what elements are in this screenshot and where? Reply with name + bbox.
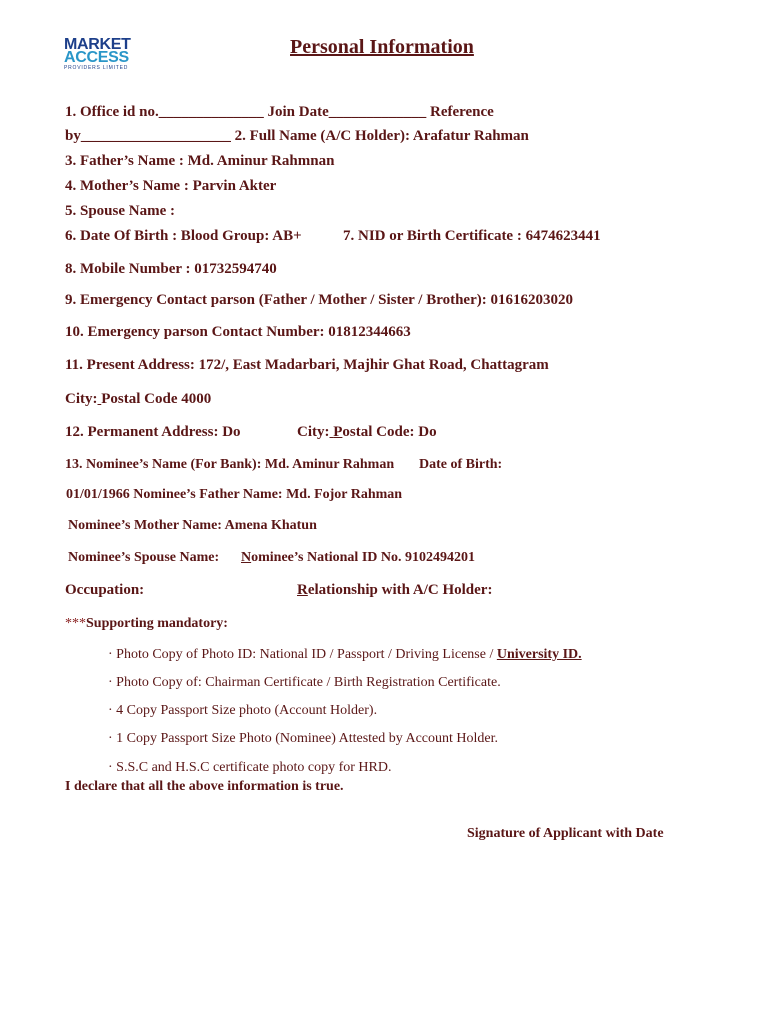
field-spouse-name: 5. Spouse Name : [65, 203, 176, 219]
field-nominee-mother: Nominee’s Mother Name: Amena Khatun [68, 518, 317, 533]
field-emergency-number: 10. Emergency parson Contact Number: 01812344663 [65, 324, 411, 340]
field-nominee-father: 01/01/1966 Nominee’s Father Name: Md. Fojor Rahman [66, 487, 403, 502]
logo-line-providers: PROVIDERS LIMITED [64, 65, 129, 71]
permanent-postal-rest: ostal Code: Do [342, 424, 437, 440]
field-mobile: 8. Mobile Number : 01732594740 [65, 261, 277, 277]
bullet-photo-id [108, 647, 582, 663]
field-full-name: by____________________ 2. Full Name (A/C Holder): Arafatur Rahman [65, 128, 529, 144]
field-permanent-address: 12. Permanent Address: Do [65, 424, 241, 440]
field-nominee-spouse: Nominee’s Spouse Name: [68, 550, 220, 565]
field-dob-blood-group: 6. Date Of Birth : Blood Group: AB+ [65, 228, 302, 244]
field-father-name: 3. Father’s Name : Md. Aminur Rahmnan [65, 153, 335, 169]
field-nominee-name: 13. Nominee’s Name (For Bank): Md. Aminur Rahman [65, 457, 395, 472]
supporting-stars: *** [65, 616, 86, 631]
declaration: I declare that all the above information is true. [65, 779, 344, 794]
field-emergency-contact: 9. Emergency Contact parson (Father / Mother / Sister / Brother): 01616203020 [65, 292, 573, 308]
field-nominee-nid [241, 550, 475, 566]
signature-label: Signature of Applicant with Date [467, 826, 664, 841]
supporting-heading [65, 616, 228, 632]
field-nominee-dob-label: Date of Birth: [419, 457, 503, 472]
field-permanent-city-postal [297, 424, 437, 441]
bullet-photo-id-text: · Photo Copy of Photo ID: National ID / Passport / Driving License / [108, 647, 497, 662]
bullet-nominee-photo: · 1 Copy Passport Size Photo (Nominee) Attested by Account Holder. [108, 731, 499, 746]
logo-line-access: ACCESS [64, 49, 129, 66]
bullet-ssc-hsc: · S.S.C and H.S.C certificate photo copy for HRD. [108, 760, 392, 775]
permanent-postal-p: P [333, 424, 343, 440]
university-id-link: University ID. [496, 647, 582, 662]
field-office-join-reference: 1. Office id no.______________ Join Date_____________ Reference [65, 104, 494, 120]
field-nid: 7. NID or Birth Certificate : 6474623441 [343, 228, 601, 244]
city-label: City: [65, 391, 98, 407]
permanent-city-label: City: [297, 424, 330, 440]
nominee-nid-rest: ominee’s National ID No. 9102494201 [251, 550, 475, 565]
field-occupation: Occupation: [65, 582, 145, 598]
nominee-nid-n: N [241, 550, 252, 565]
bullet-account-holder-photo: · 4 Copy Passport Size photo (Account Holder). [108, 703, 378, 718]
page-title: Personal Information [290, 36, 474, 58]
logo-line-market: MARKET [64, 36, 131, 53]
company-logo [64, 38, 158, 74]
postal-code: Postal Code 4000 [101, 391, 212, 407]
field-present-address: 11. Present Address: 172/, East Madarbari, Majhir Ghat Road, Chattagram [65, 357, 549, 373]
relationship-rest: elationship with A/C Holder: [307, 582, 493, 598]
field-city-postal [65, 391, 211, 408]
field-relationship [297, 582, 492, 599]
relationship-r: R [297, 582, 308, 598]
supporting-label: Supporting mandatory: [86, 616, 228, 631]
bullet-chairman-certificate: · Photo Copy of: Chairman Certificate / Birth Registration Certificate. [108, 675, 501, 690]
field-mother-name: 4. Mother’s Name : Parvin Akter [65, 178, 277, 194]
